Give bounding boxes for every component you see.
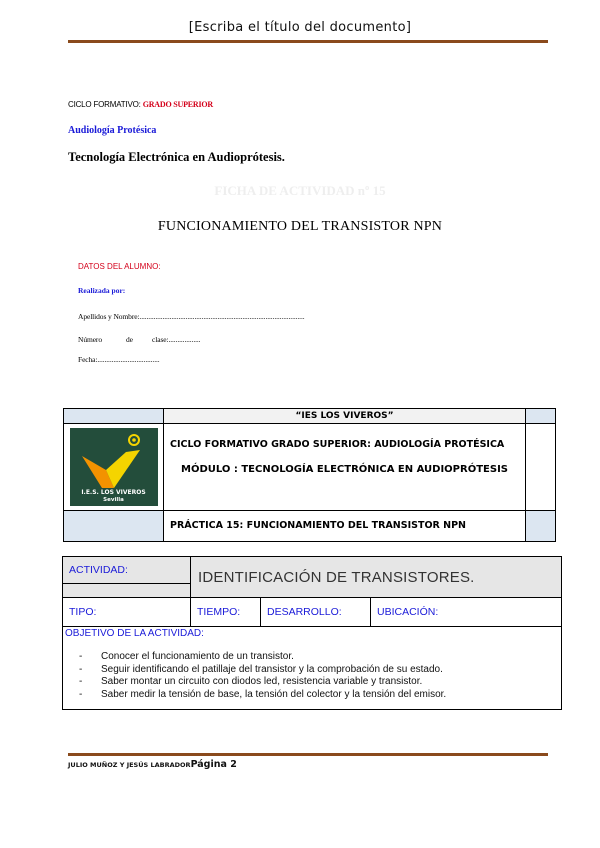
school-table-bottom-right-cell [526, 510, 556, 541]
footer-rule [68, 753, 548, 756]
practica-heading: PRÁCTICA 15: FUNCIONAMIENTO DEL TRANSISTOR NPN [164, 510, 526, 541]
logo-city: Sevilla [103, 496, 124, 503]
header-rule [68, 40, 548, 43]
practice-main-title: FUNCIONAMIENTO DEL TRANSISTOR NPN [157, 219, 443, 234]
objetivo-cell [63, 627, 562, 710]
tipo-field[interactable]: TIPO: [63, 598, 191, 627]
desarrollo-field[interactable]: DESARROLLO: [261, 598, 371, 627]
apellidos-field[interactable]: Apellidos y Nombre:............................................................................................. [78, 312, 305, 321]
actividad-value: IDENTIFICACIÓN DE TRANSISTORES. [191, 557, 562, 598]
realizada-label: Realizada por: [78, 286, 126, 295]
footer-authors: JULIO MUÑOZ Y JESÚS LABRADOR [68, 761, 191, 769]
list-item: - Saber medir la tensión de base, la tensión del colector y la tensión del emisor. [79, 688, 447, 700]
tiempo-field[interactable]: TIEMPO: [191, 598, 261, 627]
list-item: - Saber montar un circuito con diodos led, resistencia variable y transistor. [79, 676, 423, 687]
activity-table [62, 556, 562, 710]
page-number: Página 2 [190, 759, 237, 770]
fecha-field[interactable]: Fecha:................................... [78, 355, 160, 364]
school-table-side-cell-2 [526, 424, 556, 511]
school-name: “IES LOS VIVEROS” [164, 409, 526, 424]
ciclo-label: CICLO FORMATIVO: [68, 100, 143, 109]
ciclo-value: GRADO SUPERIOR [142, 100, 214, 109]
subject-title: Audiología Protésica [68, 125, 157, 136]
numero-clase-field[interactable] [78, 335, 200, 344]
school-logo-v-icon [80, 448, 144, 490]
numero-word: Número [78, 335, 102, 344]
list-item: - Conocer el funcionamiento de un transistor. [79, 651, 294, 662]
ciclo-heading: CICLO FORMATIVO GRADO SUPERIOR: AUDIOLOGÍA PROTÉSICA [170, 438, 505, 450]
actividad-spacer-cell [63, 584, 191, 598]
student-data-heading: DATOS DEL ALUMNO: [78, 262, 161, 271]
ciclo-line [68, 100, 213, 109]
school-table-bottom-left-cell [64, 510, 164, 541]
logo-cell [64, 424, 164, 511]
de-word: de [126, 335, 133, 344]
school-header-table [63, 408, 556, 542]
objetivo-heading: OBJETIVO DE LA ACTIVIDAD: [65, 628, 204, 639]
page-footer [68, 759, 237, 770]
modulo-heading: MÓDULO : TECNOLOGÍA ELECTRÓNICA EN AUDIOPRÓTESIS [181, 463, 508, 475]
actividad-label: ACTIVIDAD: [63, 557, 191, 584]
sun-spiral-icon [128, 434, 140, 446]
logo-school-name: I.E.S. LOS VIVEROS [81, 488, 146, 496]
school-logo [70, 428, 158, 506]
objetivo-list [65, 651, 561, 701]
school-table-side-cell [526, 409, 556, 424]
ciclo-modulo-cell [164, 424, 526, 511]
document-title-header: [Escriba el título del documento] [188, 20, 412, 35]
course-title: Tecnología Electrónica en Audioprótesis. [68, 150, 285, 164]
school-table-corner-cell [64, 409, 164, 424]
ficha-watermark-title: FICHA DE ACTIVIDAD nº 15 [214, 183, 386, 198]
clase-word: clase:.................. [152, 335, 201, 344]
ubicacion-field[interactable]: UBICACIÓN: [371, 598, 562, 627]
list-item: - Seguir identificando el patillaje del transistor y la comprobación de su estado. [79, 663, 443, 675]
